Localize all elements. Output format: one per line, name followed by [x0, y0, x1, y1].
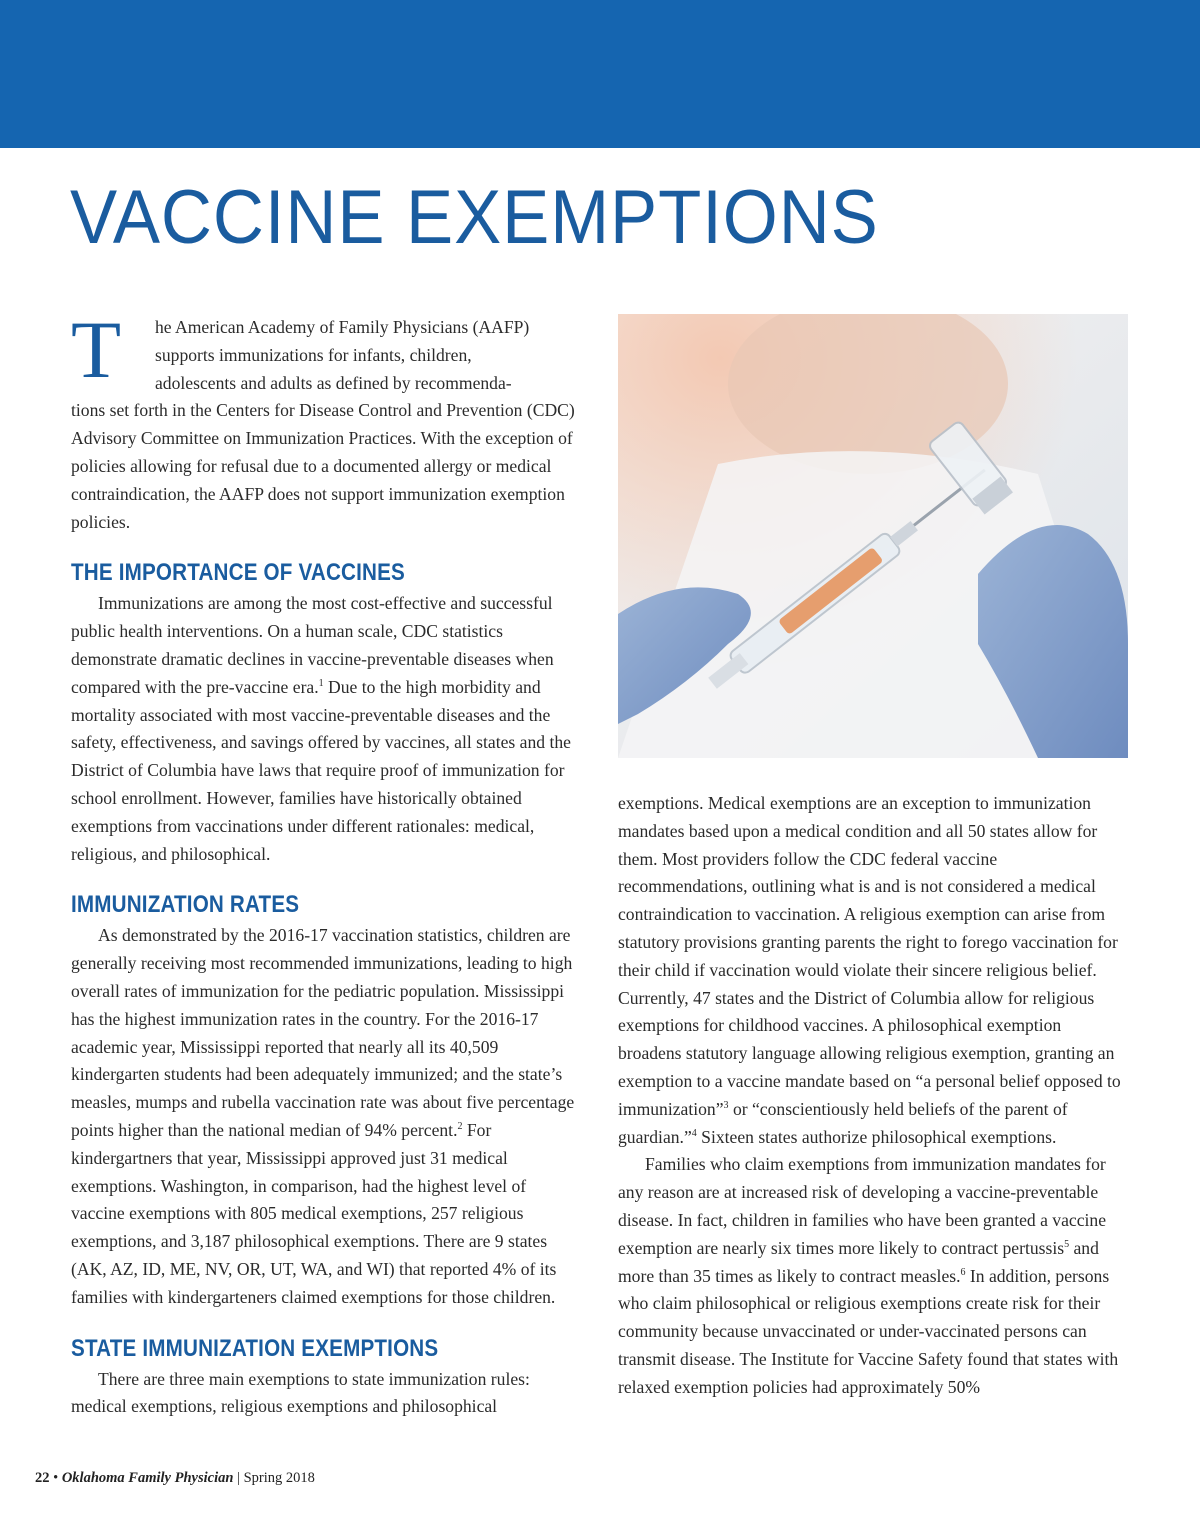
footnote-ref: 3	[723, 1099, 729, 1111]
section-heading: IMMUNIZATION RATES	[71, 891, 300, 919]
intro-line: supports immunizations for infants, children,	[155, 344, 472, 365]
body-paragraph: As demonstrated by the 2016-17 vaccination statistics, children are generally receiving most recommended immunizations, leading to high overall rates of immunization for the pediatric population. Mississippi has the highest immunization rates in the country. For the 2016-17 academic year, Mississippi reported that nearly all its 40,509 kindergarten students had been adequately immunized; and the state’s measles, mumps and rubella vaccination rate was about five percentage points higher than the national median of 94% percent.$^2$ For kindergartners that year, Mississippi approved just 31 medical exemptions. Washington, in comparison, had the highest level of vaccine exemptions with 805 medical exemptions, 257 religious exemptions, and 3,187 philosophical exemptions. There are 9 states (AK, AZ, ID, ME, NV, OR, UT, WA, and WI) that reported 4% of its families with kindergarteners claimed exemptions for those children.	[71, 925, 575, 1307]
body-paragraph: exemptions. Medical exemptions are an exception to immunization mandates based upon a medical condition and all 50 states allow for them. Most providers follow the CDC federal vaccine recommendations, outlining what is and is not considered a medical contraindication to vaccination. A religious exemption can arise from statutory provisions granting parents the right to forego vaccination for their child if vaccination would violate their sincere religious belief. Currently, 47 states and the District of Columbia allow for religious exemptions for childhood vaccines. A philosophical exemption broadens statutory language allowing religious exemption, granting an exemption to a vaccine mandate based on “a personal belief opposed to immunization”$^3$ or “conscientiously held beliefs of the parent of guardian.”$^4$ Sixteen states authorize philosophical exemptions.	[618, 793, 1121, 1147]
intro-text: tions set forth in the Centers for Disease Control and Prevention (CDC) Advisory Committee on Immunization Practices. With the exception of policies allowing for refusal due to a documented allergy or medical contraindication, the AAFP does not support immunization exemption policies.	[71, 400, 575, 532]
footnote-ref: 4	[691, 1127, 697, 1139]
footer-divider: |	[237, 1470, 240, 1486]
footnote-ref: 1	[318, 677, 324, 689]
section-heading: STATE IMMUNIZATION EXEMPTIONS	[71, 1334, 439, 1362]
issue-date: Spring 2018	[243, 1470, 315, 1486]
page-footer	[35, 1470, 315, 1487]
right-column	[618, 790, 1124, 1402]
page-title: VACCINE EXEMPTIONS	[70, 175, 879, 260]
drop-cap: T	[71, 304, 122, 395]
magazine-name: Oklahoma Family Physician	[61, 1470, 234, 1486]
left-column	[71, 304, 579, 1421]
bullet-separator: •	[53, 1470, 59, 1486]
body-paragraph: Immunizations are among the most cost-effective and successful public health interventions. On a human scale, CDC statistics demonstrate dramatic declines in vaccine-preventable diseases when compared with the pre-vaccine era.$^1$ Due to the high morbidity and mortality associated with most vaccine-preventable diseases and the safety, effectiveness, and savings offered by vaccines, all states and the District of Columbia have laws that require proof of immunization for school enrollment. However, families have historically obtained exemptions from vaccinations under different rationales: medical, religious, and philosophical.	[71, 593, 571, 864]
section-heading: THE IMPORTANCE OF VACCINES	[71, 559, 405, 587]
intro-line: adolescents and adults as defined by recommenda-	[155, 372, 512, 393]
header-band	[0, 0, 1200, 148]
syringe-illustration	[618, 314, 1128, 758]
vaccine-photo	[618, 314, 1128, 758]
footnote-ref: 6	[960, 1266, 966, 1278]
intro-line: he American Academy of Family Physicians (AAFP)	[155, 317, 530, 337]
intro-paragraph	[71, 304, 579, 536]
footnote-ref: 2	[457, 1120, 463, 1132]
body-paragraph: Families who claim exemptions from immunization mandates for any reason are at increased risk of developing a vaccine-preventable disease. In fact, children in families who have been granted a vaccine exemption are nearly six times more likely to contract pertussis$^5$ and more than 35 times as likely to contract measles.$^6$ In addition, persons who claim philosophical or religious exemptions create risk for their community because unvaccinated or under-vaccinated persons can transmit disease. The Institute for Vaccine Safety found that states with relaxed exemption policies had approximately 50%	[618, 1154, 1119, 1397]
body-paragraph: There are three main exemptions to state immunization rules: medical exemptions, religious exemptions and philosophical	[71, 1368, 530, 1417]
footnote-ref: 5	[1064, 1238, 1070, 1250]
page-number: 22	[35, 1470, 50, 1486]
